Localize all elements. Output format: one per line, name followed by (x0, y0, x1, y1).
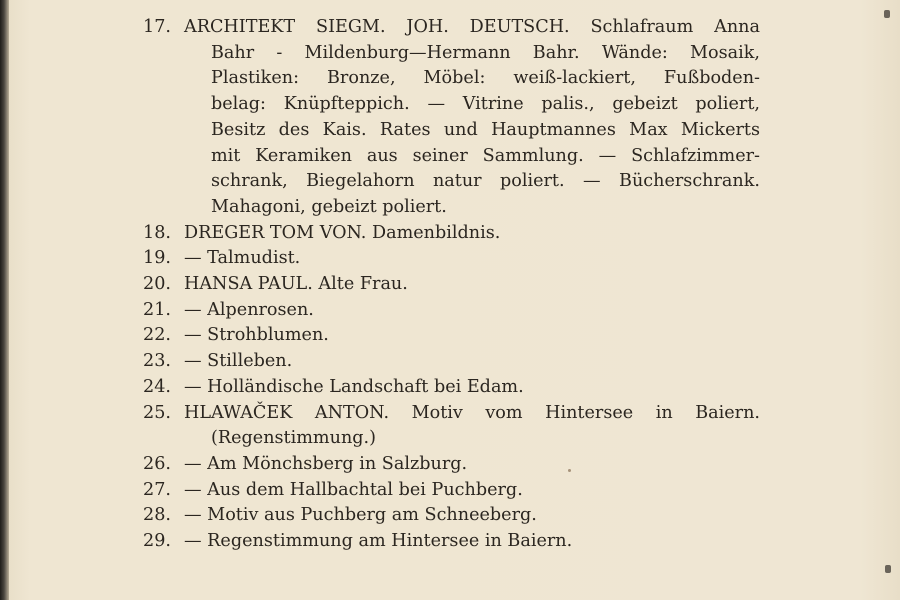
entry-line: belag: Knüpfteppich. — Vitrine palis., gebeizt poliert, (211, 94, 760, 115)
catalog-entry-list (143, 15, 760, 555)
entry-number: 29. (143, 531, 171, 552)
catalog-entry-29 (143, 529, 760, 555)
entry-text (184, 15, 760, 221)
entry-text (184, 478, 760, 504)
entry-text (184, 349, 760, 375)
entry-number: 28. (143, 505, 171, 526)
catalog-entry-26 (143, 452, 760, 478)
entry-number: 17. (143, 17, 171, 37)
entry-number: 18. (143, 222, 171, 243)
catalog-entry-22 (143, 323, 760, 349)
entry-line: — Aus dem Hallbachtal bei Puchberg. (184, 479, 523, 500)
entry-line: — Am Mönchsberg in Salzburg. (184, 453, 468, 474)
catalog-entry-18 (143, 221, 760, 247)
entry-text (184, 375, 760, 401)
entry-text (184, 452, 760, 478)
entry-line: — Holländische Landschaft bei Edam. (184, 376, 524, 397)
entry-line: — Talmudist. (184, 248, 301, 269)
entry-line: — Stilleben. (184, 351, 293, 372)
entry-text (184, 503, 760, 529)
entry-line: HANSA PAUL. Alte Frau. (184, 274, 408, 295)
entry-line: — Alpenrosen. (184, 299, 314, 320)
entry-line: schrank, Biegelahorn natur poliert. — Bücherschrank. (211, 171, 760, 192)
entry-text (184, 401, 760, 452)
entry-number: 23. (143, 351, 171, 372)
catalog-entry-21 (143, 298, 760, 324)
entry-number: 22. (143, 325, 171, 346)
entry-line: HLAWAČEK ANTON. Motiv vom Hintersee in Baiern. (184, 402, 760, 423)
page-mark-bottom (885, 565, 891, 573)
catalog-entry-25 (143, 401, 760, 452)
entry-number: 25. (143, 402, 171, 423)
catalog-entry-23 (143, 349, 760, 375)
page-mark-top (884, 10, 890, 18)
catalog-entry-24 (143, 375, 760, 401)
catalog-entry-17 (143, 15, 760, 221)
entry-line: Plastiken: Bronze, Möbel: weiß-lackiert, Fußboden- (211, 68, 760, 89)
entry-number: 21. (143, 299, 171, 320)
entry-line: — Regenstimmung am Hintersee in Baiern. (184, 531, 573, 552)
catalog-entry-27 (143, 478, 760, 504)
entry-number: 24. (143, 376, 171, 397)
entry-line: Mahagoni, gebeizt poliert. (211, 196, 447, 217)
entry-line: (Regenstimmung.) (211, 428, 377, 449)
entry-number: 26. (143, 453, 171, 474)
entry-line: Besitz des Kais. Rates und Hauptmannes Max Mickerts (211, 119, 760, 140)
entry-line: mit Keramiken aus seiner Sammlung. — Schlafzimmer- (211, 145, 760, 166)
entry-line: Bahr - Mildenburg—Hermann Bahr. Wände: Mosaik, (211, 42, 760, 63)
entry-text (184, 323, 760, 349)
catalog-entry-19 (143, 246, 760, 272)
entry-line: ARCHITEKT SIEGM. JOH. DEUTSCH. Schlafraum Anna (184, 17, 760, 37)
entry-text (184, 246, 760, 272)
entry-line: — Motiv aus Puchberg am Schneeberg. (184, 505, 537, 526)
entry-line: — Strohblumen. (184, 325, 329, 346)
entry-text (184, 272, 760, 298)
entry-text (184, 529, 760, 555)
entry-text (184, 221, 760, 247)
book-binding-edge (0, 0, 9, 600)
catalog-entry-28 (143, 503, 760, 529)
entry-number: 20. (143, 274, 171, 295)
catalog-entry-20 (143, 272, 760, 298)
entry-text (184, 298, 760, 324)
entry-number: 19. (143, 248, 171, 269)
entry-line: DREGER TOM VON. Damenbildnis. (184, 222, 501, 243)
entry-number: 27. (143, 479, 171, 500)
